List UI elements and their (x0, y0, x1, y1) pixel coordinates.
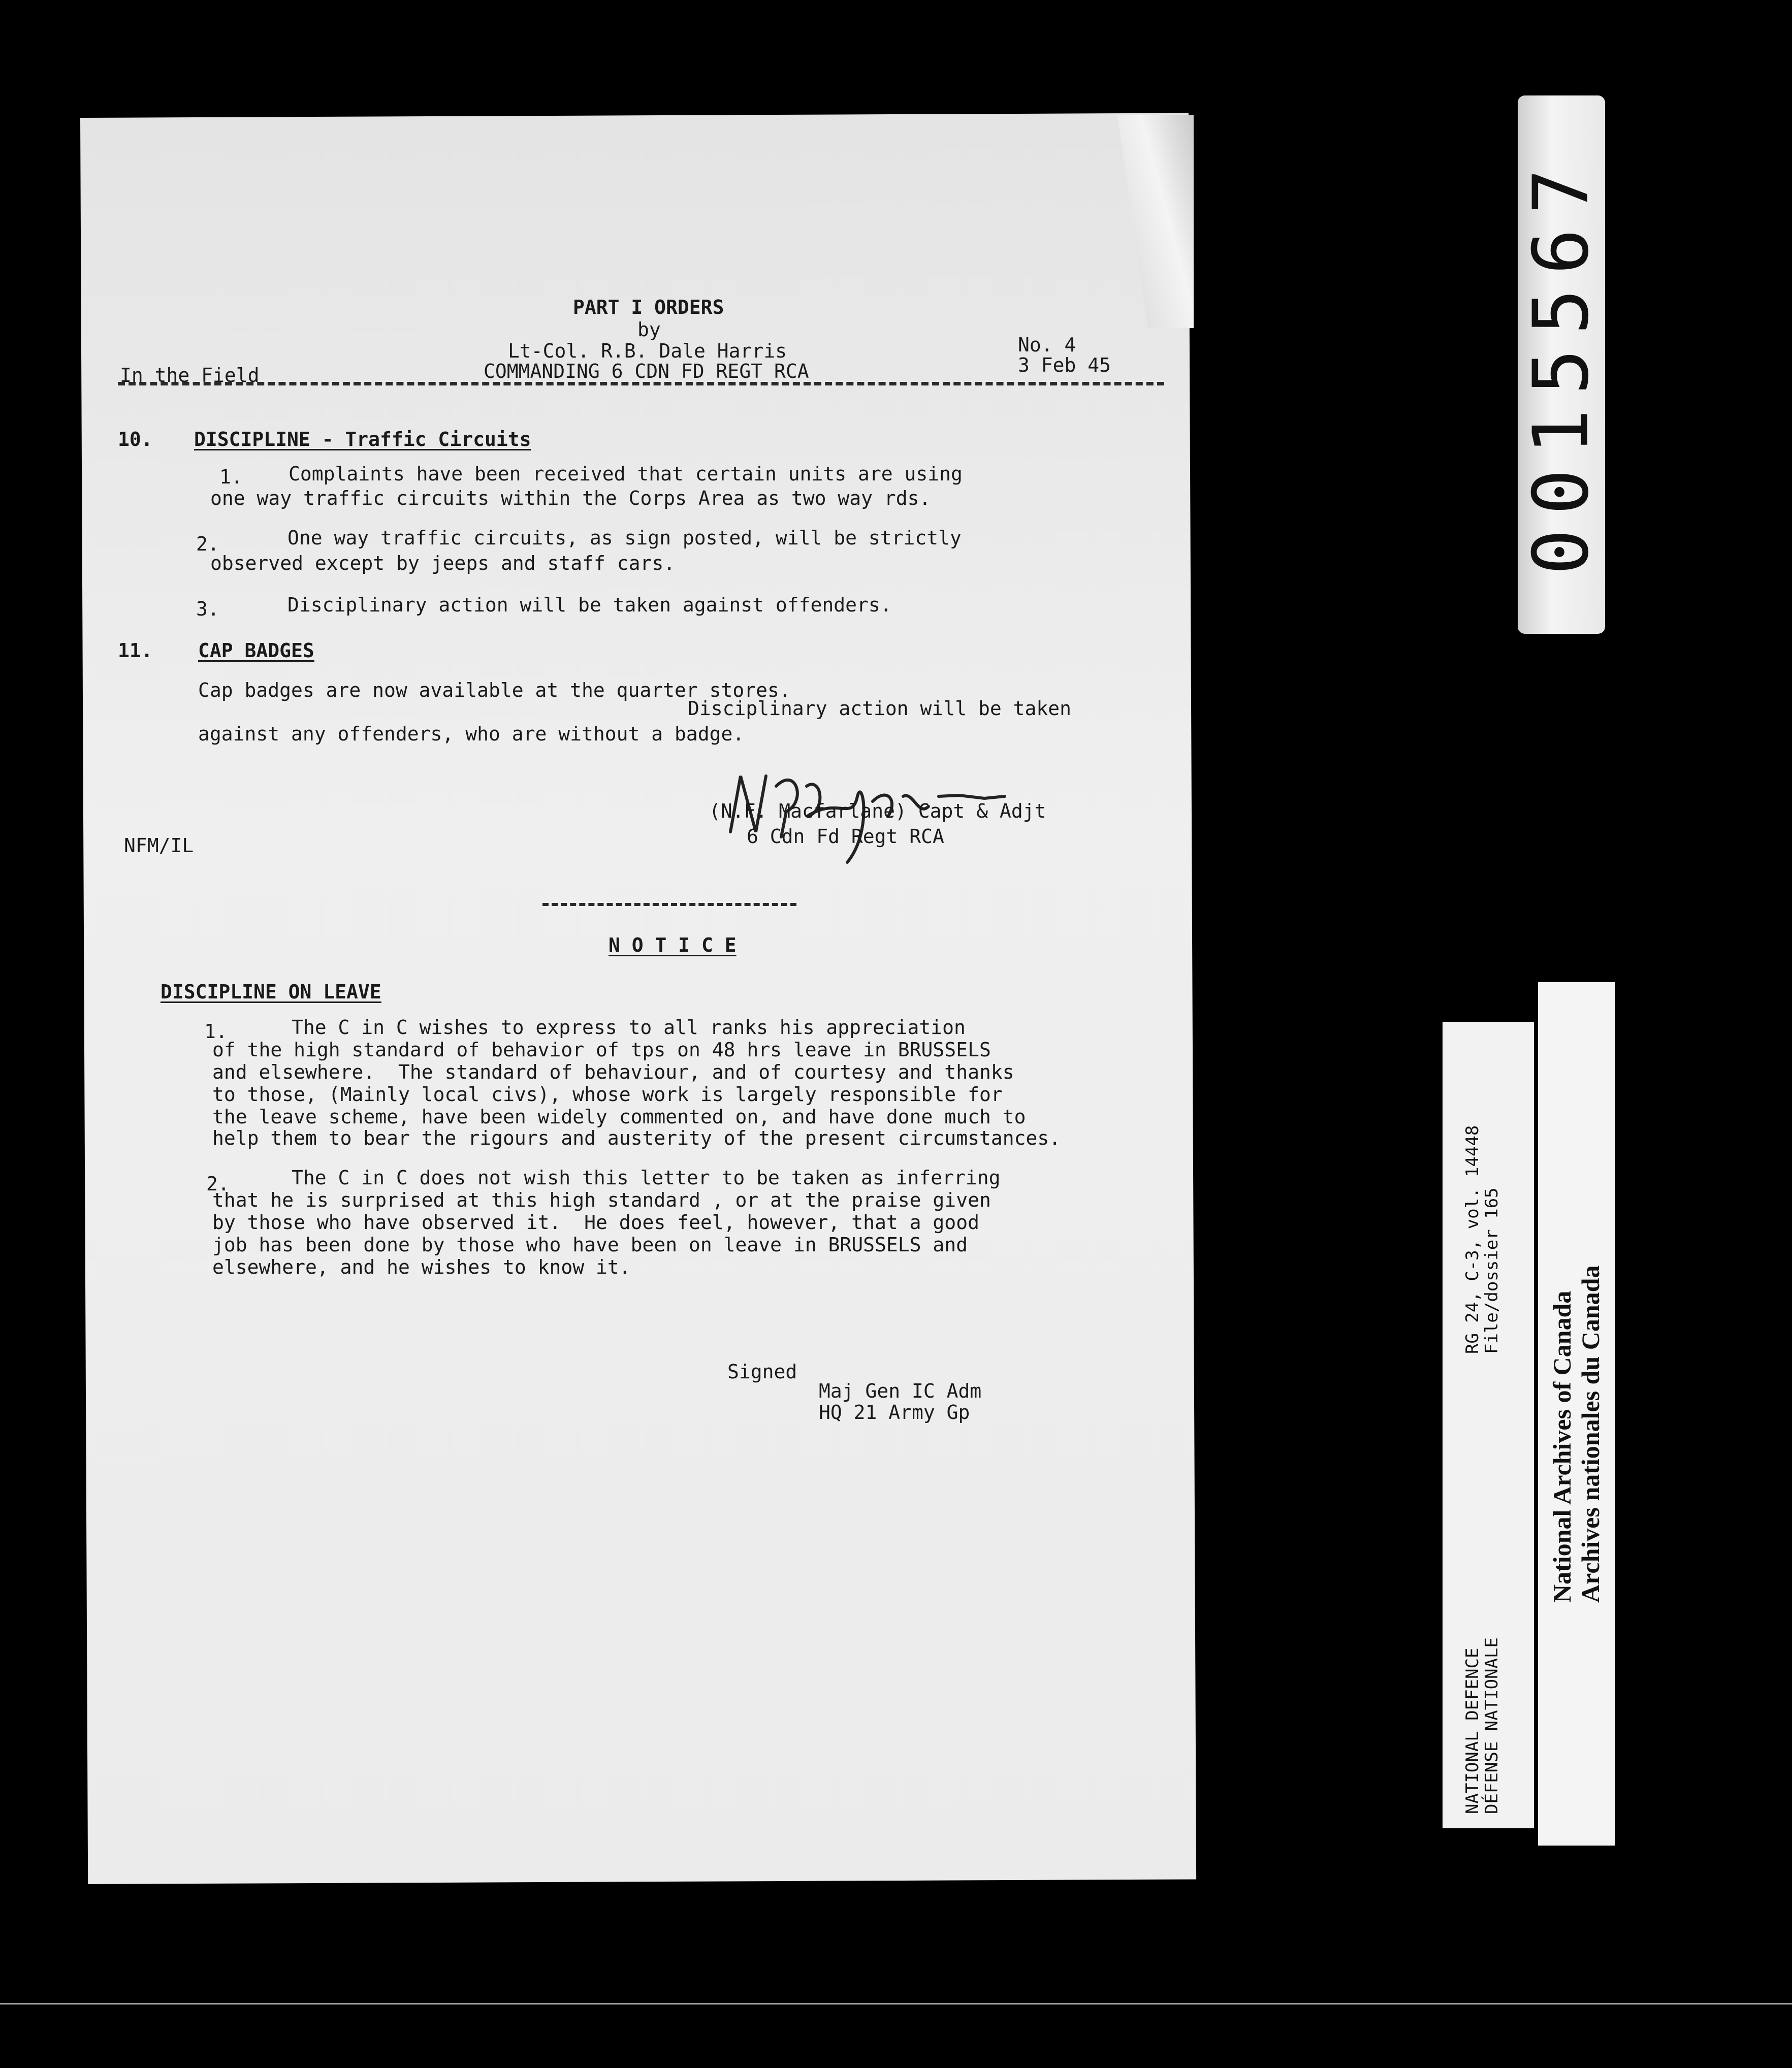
signatory-name: (N.F. Macfarlane) Capt & Adjt (709, 800, 1046, 822)
order-date: 3 Feb 45 (1018, 354, 1111, 376)
section-11-title: CAP BADGES (198, 639, 314, 662)
notice-p2-number: 2. (206, 1173, 230, 1195)
notice-p2-line: job has been done by those who have been on leave in BRUSSELS and (212, 1234, 968, 1256)
reference-initials: NFM/IL (124, 834, 194, 857)
film-edge-line (0, 2003, 1792, 2005)
order-number: No. 4 (1018, 334, 1076, 356)
s11-line: Disciplinary action will be taken (688, 697, 1071, 720)
s10-p2-number: 2. (196, 533, 219, 555)
dept-fr: DÉFENSE NATIONALE (1482, 1637, 1502, 1814)
file-ref: File/dossier 165 (1482, 1187, 1502, 1354)
commander-name: Lt-Col. R.B. Dale Harris (508, 340, 787, 362)
signatory-unit: 6 Cdn Fd Regt RCA (747, 825, 944, 848)
s10-p2-line: observed except by jeeps and staff cars. (210, 552, 676, 574)
section-10-number: 10. (118, 428, 153, 450)
notice-p1-number: 1. (204, 1020, 228, 1043)
section-11-number: 11. (118, 639, 153, 662)
header-divider (118, 382, 1164, 385)
archive-reference-label (1443, 1022, 1534, 1828)
frame-number: 0015567 (1517, 154, 1606, 575)
location: In the Field (120, 364, 260, 386)
commander-unit: COMMANDING 6 CDN FD REGT RCA (484, 360, 809, 382)
notice-p1-line: The C in C wishes to express to all ranks his appreciation (292, 1016, 966, 1039)
s10-p2-line: One way traffic circuits, as sign posted, will be strictly (287, 527, 962, 549)
notice-p2-line: The C in C does not wish this letter to be taken as inferring (292, 1167, 1001, 1189)
dept-en: NATIONAL DEFENCE (1462, 1647, 1483, 1814)
s10-p1-line: one way traffic circuits within the Corps Area as two way rds. (210, 487, 931, 509)
notice-p2-line: by those who have observed it. He does feel, however, that a good (212, 1211, 979, 1234)
s10-p3-line: Disciplinary action will be taken against offenders. (287, 594, 892, 616)
notice-p2-line: elsewhere, and he wishes to know it. (212, 1256, 631, 1278)
s11-line: Cap badges are now available at the quarter stores. (198, 679, 791, 701)
notice-p1-line: to those, (Mainly local civs), whose work is largely responsible for (212, 1083, 1003, 1106)
archives-name-en: National Archives of Canada (1548, 1290, 1576, 1603)
s11-line: against any offenders, who are without a badge. (198, 723, 745, 745)
notice-title: N O T I C E (609, 934, 737, 956)
notice-signed: Signed (727, 1361, 797, 1383)
notice-p1-line: of the high standard of behavior of tps on 48 hrs leave in BRUSSELS (212, 1039, 991, 1061)
record-group-ref: RG 24, C-3, vol. 14448 (1462, 1125, 1483, 1354)
notice-p1-line: and elsewhere. The standard of behaviour, and of courtesy and thanks (212, 1061, 1014, 1083)
orders-by: by (637, 318, 661, 341)
notice-signatory-hq: HQ 21 Army Gp (819, 1401, 970, 1424)
notice-p1-line: help them to bear the rigours and austerity of the present circumstances. (212, 1127, 1061, 1149)
section-divider (542, 903, 796, 906)
notice-p1-line: the leave scheme, have been widely commented on, and have done much to (212, 1106, 1026, 1128)
orders-title: PART I ORDERS (573, 296, 724, 318)
archives-name-fr: Archives nationales du Canada (1576, 1265, 1605, 1603)
s10-p1-number: 1. (219, 466, 243, 488)
section-10-title: DISCIPLINE - Traffic Circuits (194, 428, 531, 450)
frame-number-stamp (1518, 95, 1605, 634)
s10-p1-line: Complaints have been received that certain units are using (289, 463, 963, 485)
s10-p3-number: 3. (196, 598, 219, 620)
notice-p2-line: that he is surprised at this high standard , or at the praise given (212, 1189, 991, 1211)
national-archives-label (1538, 982, 1615, 1846)
notice-signatory-title: Maj Gen IC Adm (819, 1380, 982, 1402)
notice-heading: DISCIPLINE ON LEAVE (161, 981, 381, 1003)
